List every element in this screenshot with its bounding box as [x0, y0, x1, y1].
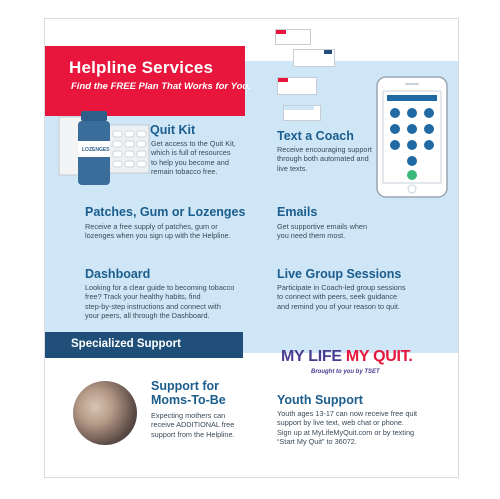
dashboard-body: Looking for a clear guide to becoming tobacco free? Track your healthy habits, find step-by-step instructions and connect with your peers, all through the Dashboard.	[85, 283, 235, 320]
youth-support-body: Youth ages 13-17 can now receive free quit support by live text, web chat or phone. Sign up at MyLifeMyQuit.com or by texting “Start My Quit” to 36072.	[277, 409, 418, 446]
expecting-mother-photo	[73, 381, 137, 445]
chat-bubble-icon	[283, 105, 321, 121]
moms-title: Support for Moms-To-Be	[151, 379, 226, 407]
page-title: Helpline Services	[69, 58, 214, 77]
patches-title: Patches, Gum or Lozenges	[85, 205, 246, 219]
text-coach-title: Text a Coach	[277, 129, 354, 143]
emails-body: Get supportive emails when you need them most.	[277, 222, 368, 241]
dashboard-title: Dashboard	[85, 267, 151, 281]
text-coach-body: Receive encouraging support through both automated and live texts.	[277, 145, 372, 173]
emails-title: Emails	[277, 205, 318, 219]
smartphone-icon	[375, 75, 449, 199]
mylifemyquit-logo: MY LIFE MY QUIT.	[281, 348, 413, 365]
youth-support-title: Youth Support	[277, 393, 363, 407]
patches-body: Receive a free supply of patches, gum or lozenges when you sign up with the Helpline.	[85, 222, 231, 241]
helpline-flyer	[44, 18, 459, 478]
moms-body: Expecting mothers can receive ADDITIONAL free support from the Helpline.	[151, 411, 235, 439]
brand-tagline: Brought to you by TSET	[311, 369, 380, 375]
chat-bubble-icon	[275, 29, 311, 45]
chat-bubble-icon	[277, 77, 317, 95]
group-sessions-body: Participate in Coach-led group sessions to connect with peers, seek guidance and remind you of your reason to quit.	[277, 283, 406, 311]
quit-kit-body: Get access to the Quit Kit, which is full of resources to help you become and remain tobacco free.	[151, 139, 236, 176]
bottle-label: LOZENGES	[82, 147, 110, 153]
specialized-support-heading: Specialized Support	[71, 338, 181, 350]
group-sessions-title: Live Group Sessions	[277, 267, 402, 281]
chat-bubble-icon	[293, 49, 335, 67]
quit-kit-title: Quit Kit	[150, 123, 196, 137]
page-subtitle: Find the FREE Plan That Works for You.	[71, 81, 251, 92]
